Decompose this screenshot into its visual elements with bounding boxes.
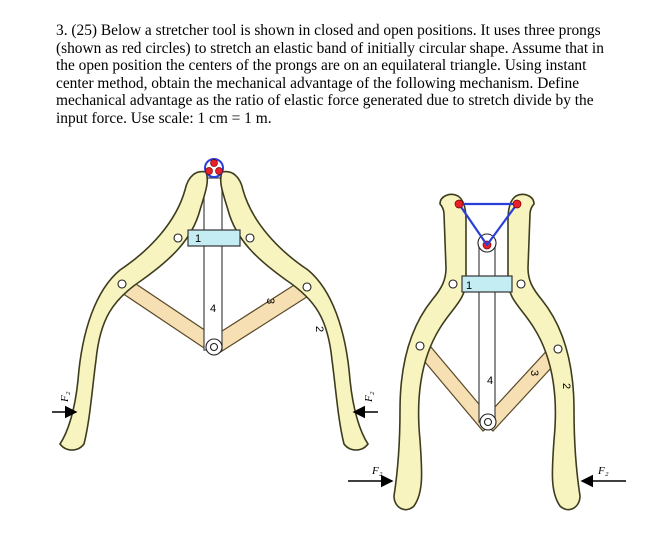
open-pin-body-right xyxy=(554,345,562,353)
open-label-slider: 1 xyxy=(466,280,473,292)
open-pin-slider-left xyxy=(449,280,457,288)
problem-line-4: center method, obtain the mechanical advantage of the following mechanism. Define xyxy=(56,74,580,92)
closed-label-slider: 1 xyxy=(195,233,202,245)
problem-line-2: (shown as red circles) to stretch an elastic band of initially circular shape. Assume that in xyxy=(56,39,604,57)
closed-tool xyxy=(52,159,378,450)
open-prong-right xyxy=(513,200,521,208)
closed-pin-slider-right xyxy=(246,234,254,242)
closed-force-right-label: F₂ xyxy=(363,391,375,402)
open-prong-left xyxy=(455,200,463,208)
open-pin-center-inner xyxy=(485,419,492,426)
open-label-post: 4 xyxy=(487,375,494,387)
closed-pin-slider-left xyxy=(174,234,182,242)
open-pin-body-left xyxy=(416,342,424,350)
open-label-body: 2 xyxy=(560,383,572,390)
open-pin-slider-right xyxy=(517,280,525,288)
closed-label-body: 2 xyxy=(313,326,325,333)
closed-body-left-arm xyxy=(60,172,207,450)
closed-prong-left xyxy=(206,168,213,175)
closed-force-left-label: F₂ xyxy=(59,391,71,402)
closed-prong-top xyxy=(211,160,218,167)
closed-pin-body-left xyxy=(118,280,126,288)
problem-line-6: input force. Use scale: 1 cm = 1 m. xyxy=(56,109,272,127)
closed-pin-center-inner xyxy=(211,344,218,351)
open-label-link-right: 3 xyxy=(528,370,540,377)
open-force-left-label: F₂ xyxy=(372,465,383,477)
closed-prong-right xyxy=(216,168,223,175)
problem-line-1: 3. (25) Below a stretcher tool is shown in closed and open positions. It uses three prongs xyxy=(56,22,601,39)
closed-label-link-right: 3 xyxy=(264,298,276,305)
open-tool xyxy=(348,194,626,509)
closed-post xyxy=(204,178,222,350)
closed-label-post: 4 xyxy=(210,303,217,315)
open-body-right-arm xyxy=(508,194,580,509)
problem-line-3: the open position the centers of the prongs are on an equilateral triangle. Using instant xyxy=(56,57,587,75)
closed-pin-body-right xyxy=(303,283,311,291)
closed-body-right-arm xyxy=(221,172,368,450)
open-post xyxy=(479,244,495,422)
closed-link-right xyxy=(208,280,313,353)
problem-line-5: mechanical advantage as the ratio of elastic force generated due to stretch divide by the xyxy=(56,92,594,110)
open-force-right-label: F₂ xyxy=(598,465,609,477)
